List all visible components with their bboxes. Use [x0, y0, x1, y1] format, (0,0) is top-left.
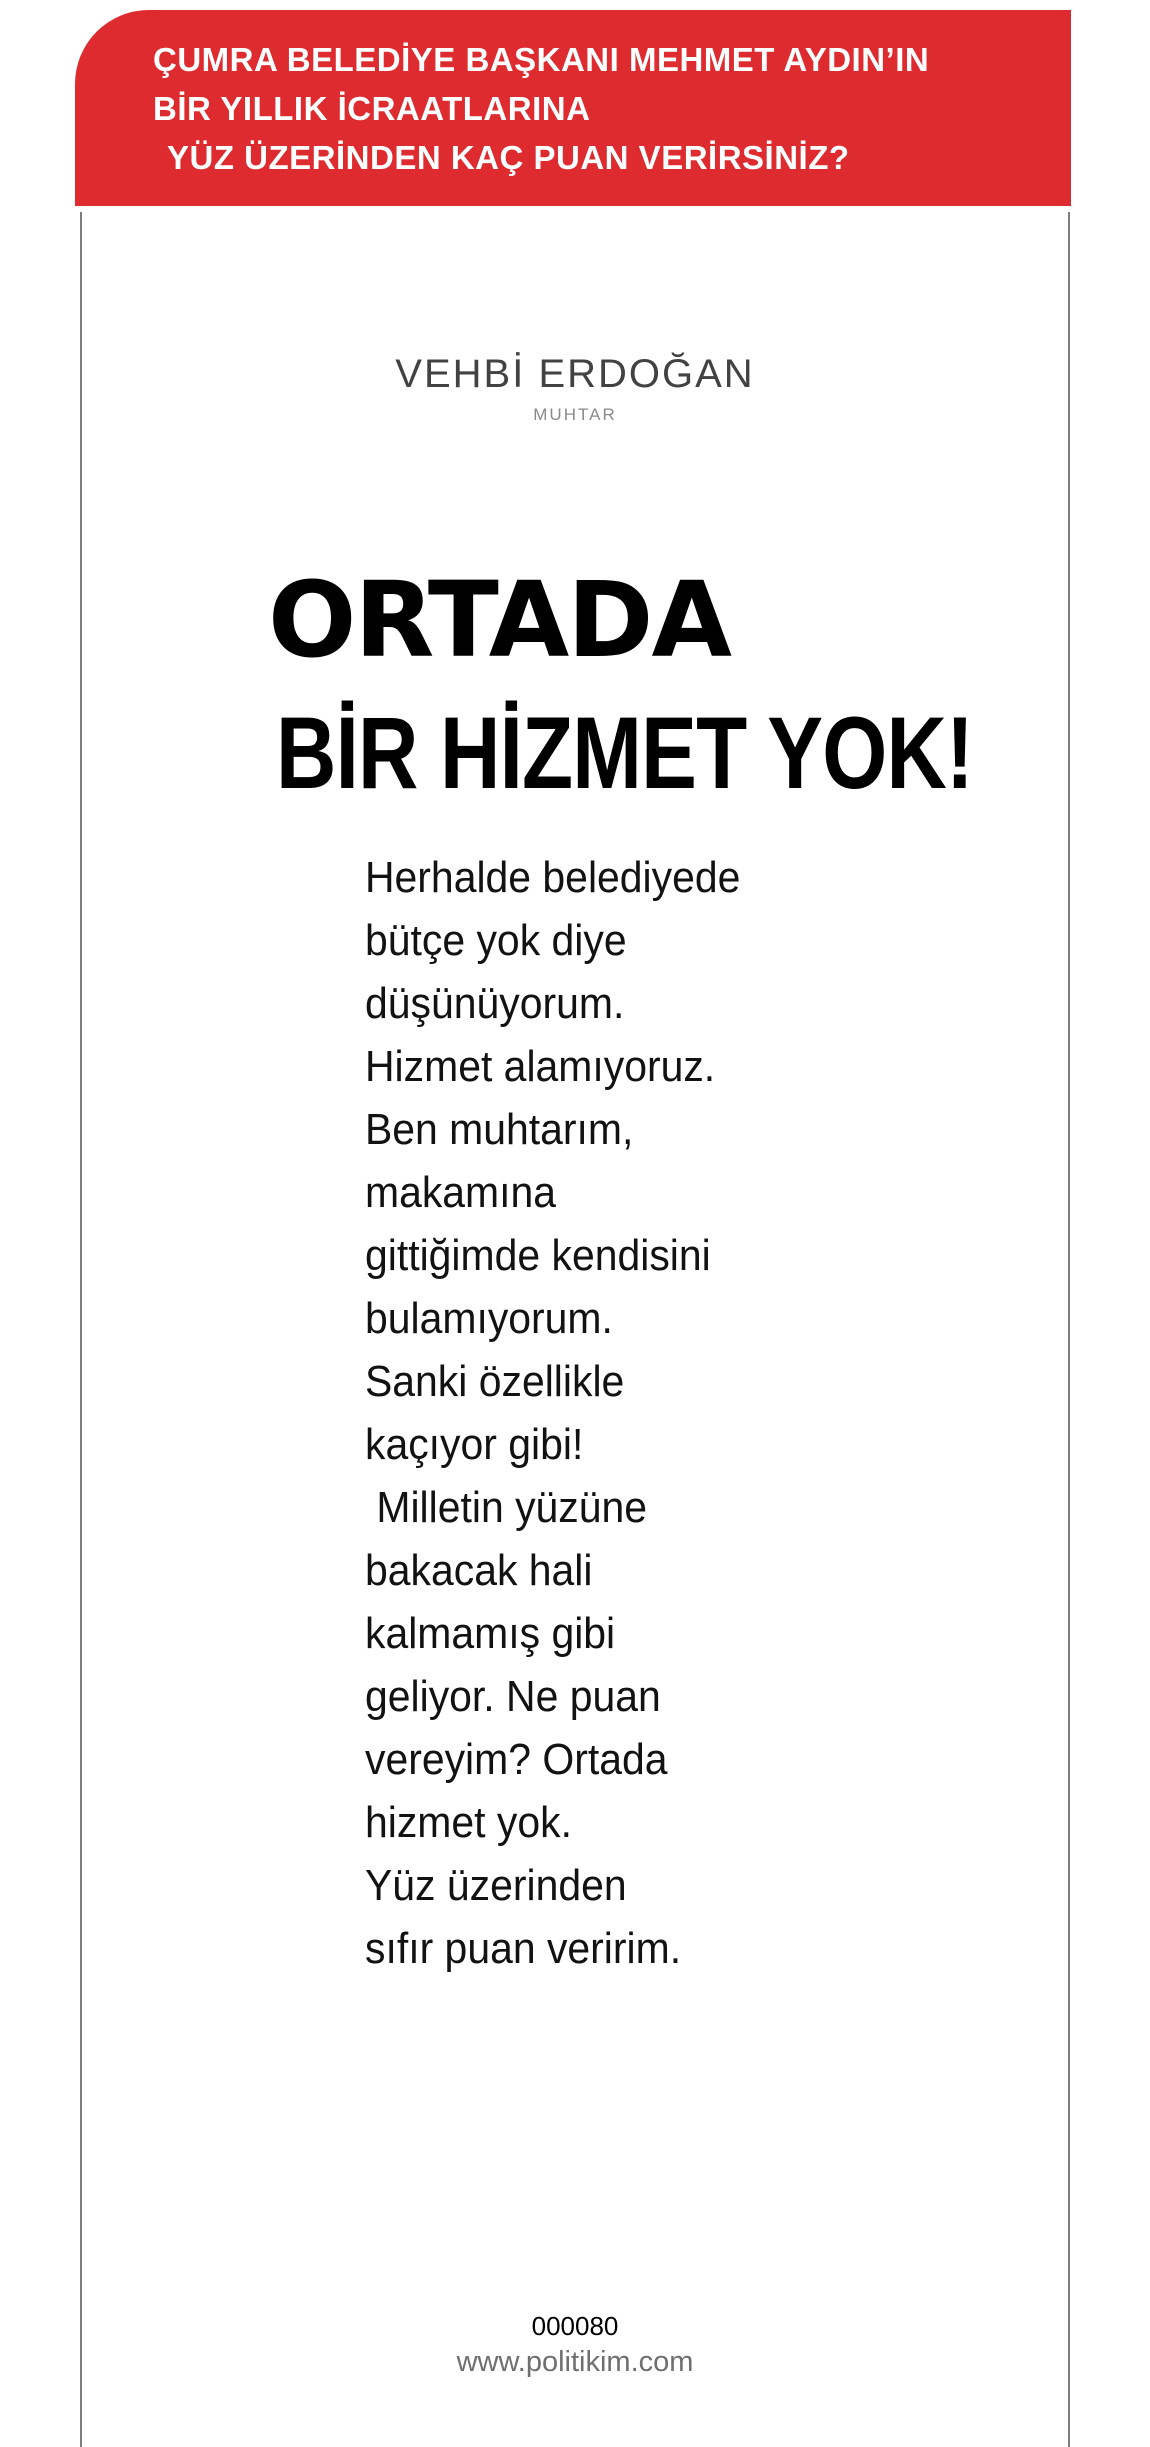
quote-line: geliyor. Ne puan — [365, 1672, 661, 1721]
quote-line: düşünüyorum. — [365, 979, 625, 1028]
question-banner-line: ÇUMRA BELEDİYE BAŞKANI MEHMET AYDIN’IN — [153, 41, 930, 78]
quote-line: kalmamış gibi — [365, 1609, 616, 1658]
quote-line: vereyim? Ortada — [365, 1735, 668, 1784]
quote-line: hizmet yok. — [365, 1798, 572, 1847]
person-name: VEHBİ ERDOĞAN — [395, 352, 755, 396]
quote-line: Sanki özellikle — [365, 1357, 625, 1406]
quote-line: Ben muhtarım, — [365, 1105, 634, 1154]
quote-line: makamına — [365, 1168, 557, 1217]
question-banner-text — [153, 35, 1051, 182]
quote-line: sıfır puan veririm. — [365, 1924, 682, 1973]
quote-line: kaçıyor gibi! — [365, 1420, 584, 1469]
quote-line: Milletin yüzüne — [365, 1483, 648, 1532]
question-banner — [75, 10, 1071, 206]
quote-line: Herhalde belediyede — [365, 853, 741, 902]
headline-line2: BİR HİZMET YOK! — [276, 696, 974, 810]
quote-line: bakacak hali — [365, 1546, 593, 1595]
question-banner-line: YÜZ ÜZERİNDEN KAÇ PUAN VERİRSİNİZ? — [167, 139, 850, 176]
quote-text — [365, 846, 740, 1980]
quote-line: Yüz üzerinden — [365, 1861, 627, 1910]
page-code: 000080 — [531, 2311, 619, 2341]
website-url: www.politikim.com — [456, 2346, 694, 2378]
quote-line: Hizmet alamıyoruz. — [365, 1042, 716, 1091]
left-border-line — [80, 212, 82, 2447]
right-border-line — [1068, 212, 1070, 2447]
headline-line1: ORTADA — [268, 559, 730, 681]
quote-line: gittiğimde kendisini — [365, 1231, 711, 1280]
question-banner-line: BİR YILLIK İCRAATLARINA — [153, 90, 591, 127]
person-title: MUHTAR — [533, 405, 617, 424]
person-block — [0, 352, 1150, 425]
quote-line: bulamıyorum. — [365, 1294, 613, 1343]
quote-line: bütçe yok diye — [365, 916, 627, 965]
